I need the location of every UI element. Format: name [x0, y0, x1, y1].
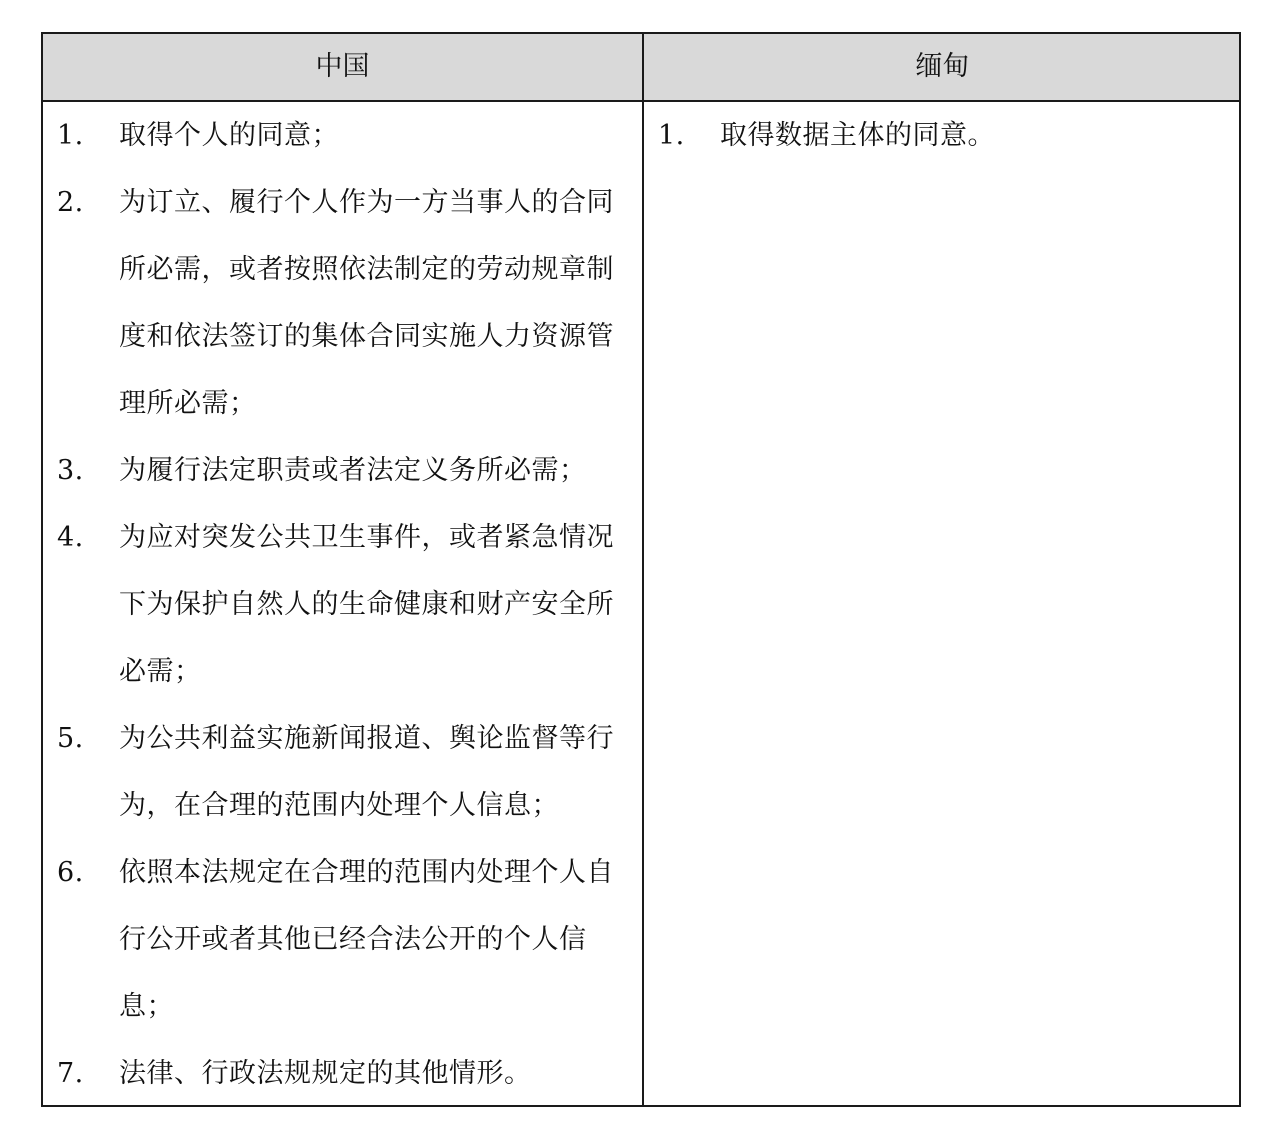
column-divider	[642, 34, 644, 1105]
item-number: 5.	[57, 723, 84, 754]
list-item	[43, 102, 629, 169]
item-text: 依照本法规定在合理的范围内处理个人自行公开或者其他已经合法公开的个人信息；	[119, 857, 614, 1022]
list-item	[43, 705, 629, 839]
item-text: 取得数据主体的同意。	[720, 120, 995, 151]
list-item	[644, 102, 1220, 169]
table-header-row	[43, 34, 1239, 102]
item-text: 为应对突发公共卫生事件，或者紧急情况下为保护自然人的生命健康和财产安全所必需；	[119, 522, 614, 687]
item-number: 1.	[57, 120, 84, 151]
item-text: 取得个人的同意；	[119, 120, 339, 151]
china-list	[43, 102, 642, 1107]
item-text: 为订立、履行个人作为一方当事人的合同所必需，或者按照依法制定的劳动规章制度和依法签订的集体合同实施人力资源管理所必需；	[119, 187, 614, 419]
comparison-table	[41, 32, 1241, 1107]
list-item	[43, 1040, 629, 1107]
list-item	[43, 169, 629, 437]
myanmar-list	[644, 102, 1241, 169]
item-number: 4.	[57, 522, 84, 553]
header-china: 中国	[315, 51, 370, 82]
item-number: 7.	[57, 1058, 84, 1089]
list-item	[43, 504, 629, 705]
item-number: 3.	[57, 455, 84, 486]
list-item	[43, 437, 629, 504]
china-column	[43, 102, 642, 1107]
myanmar-column	[644, 102, 1241, 169]
item-text: 为公共利益实施新闻报道、舆论监督等行为，在合理的范围内处理个人信息；	[119, 723, 614, 821]
item-text: 为履行法定职责或者法定义务所必需；	[119, 455, 587, 486]
item-number: 1.	[658, 120, 685, 151]
item-number: 2.	[57, 187, 84, 218]
item-number: 6.	[57, 857, 84, 888]
list-item	[43, 839, 629, 1040]
item-text: 法律、行政法规规定的其他情形。	[119, 1058, 532, 1089]
header-myanmar: 缅甸	[915, 51, 970, 82]
